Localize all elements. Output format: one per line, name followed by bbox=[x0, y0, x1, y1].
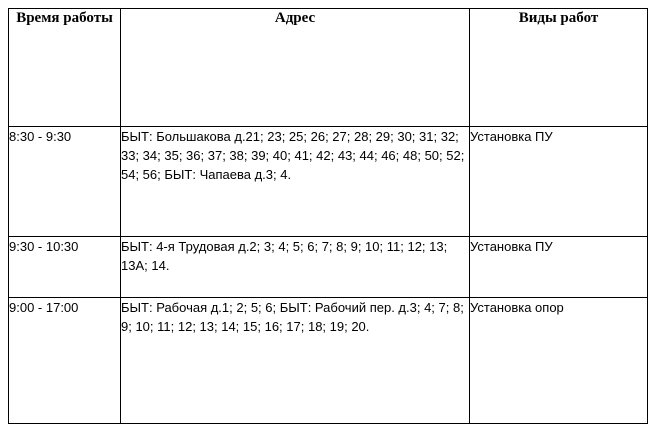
cell-time: 9:30 - 10:30 bbox=[9, 237, 121, 298]
cell-time: 9:00 - 17:00 bbox=[9, 298, 121, 424]
cell-work-type: Установка ПУ bbox=[470, 237, 648, 298]
header-work-type: Виды работ bbox=[470, 9, 648, 127]
cell-time: 8:30 - 9:30 bbox=[9, 127, 121, 237]
work-schedule-table bbox=[8, 8, 648, 424]
table-header-row bbox=[9, 9, 648, 127]
header-address: Адрес bbox=[121, 9, 470, 127]
table-row bbox=[9, 237, 648, 298]
table-row bbox=[9, 127, 648, 237]
cell-work-type: Установка ПУ bbox=[470, 127, 648, 237]
cell-address: БЫТ: 4-я Трудовая д.2; 3; 4; 5; 6; 7; 8; 9; 10; 11; 12; 13; 13А; 14. bbox=[121, 237, 470, 298]
cell-address: БЫТ: Рабочая д.1; 2; 5; 6; БЫТ: Рабочий пер. д.3; 4; 7; 8; 9; 10; 11; 12; 13; 14; 15; 16; 17; 18; 19; 20. bbox=[121, 298, 470, 424]
cell-work-type: Установка опор bbox=[470, 298, 648, 424]
table-row bbox=[9, 298, 648, 424]
header-time: Время работы bbox=[9, 9, 121, 127]
cell-address: БЫТ: Большакова д.21; 23; 25; 26; 27; 28; 29; 30; 31; 32; 33; 34; 35; 36; 37; 38; 39; 40; 41; 42; 43; 44; 46; 48; 50; 52; 54; 56; БЫТ: Чапаева д.3; 4. bbox=[121, 127, 470, 237]
